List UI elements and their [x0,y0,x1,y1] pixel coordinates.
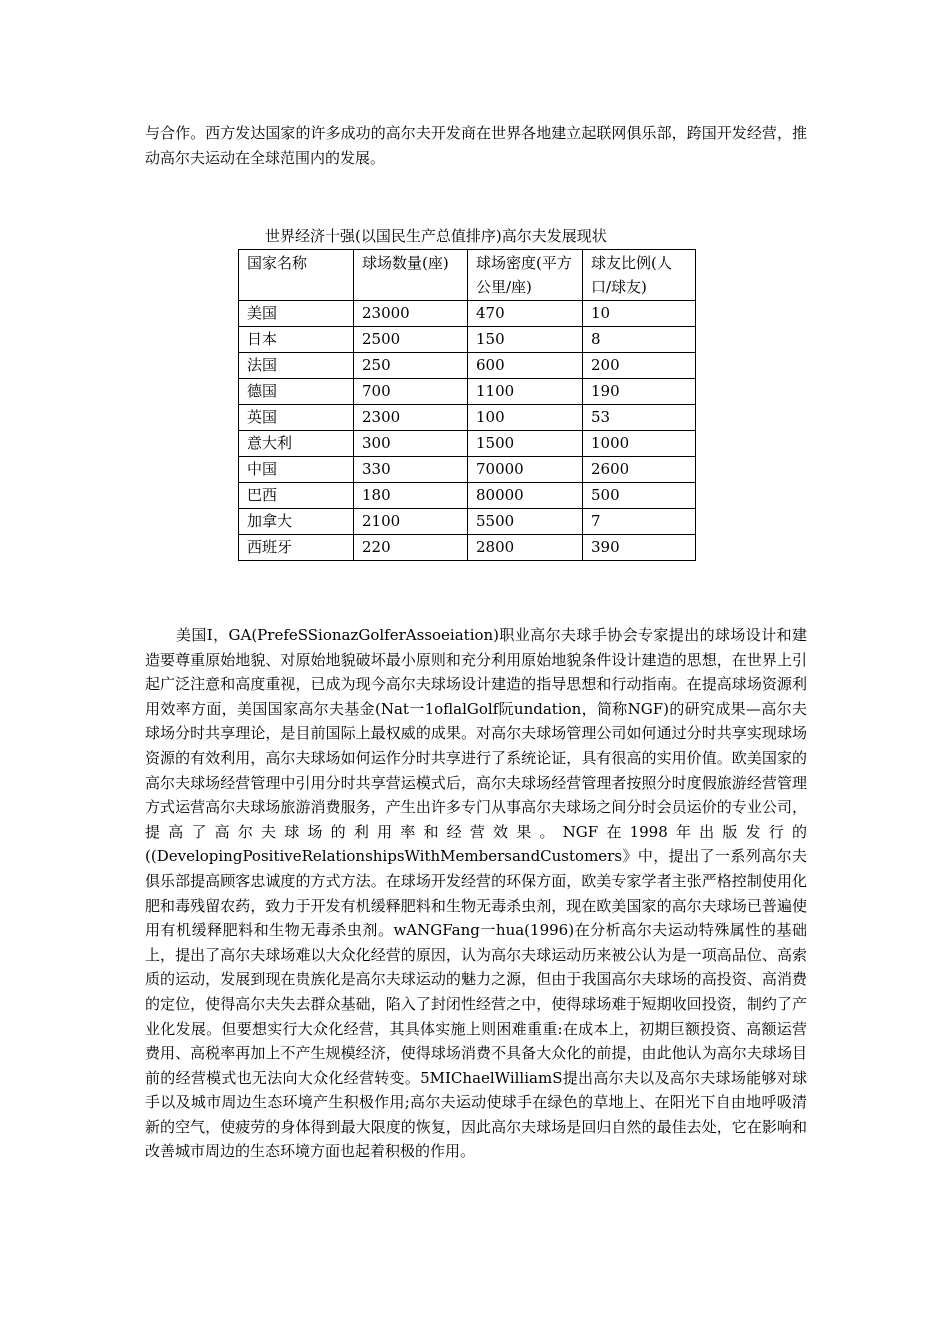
table-caption: 世界经济十强(以国民生产总值排序)高尔夫发展现状 [265,227,607,245]
course-density-cell: 2800 [468,535,583,561]
course-density-cell: 1100 [468,379,583,405]
table-row [239,405,696,431]
course-density-cell: 100 [468,405,583,431]
table-row [239,509,696,535]
header-course-count: 球场数量(座) [354,250,468,301]
course-density-cell: 1500 [468,431,583,457]
course-count-cell: 2100 [354,509,468,535]
course-density-cell: 80000 [468,483,583,509]
course-count-cell: 2500 [354,327,468,353]
course-density-cell: 150 [468,327,583,353]
golfer-ratio-cell: 1000 [583,431,696,457]
table-row [239,353,696,379]
country-cell: 英国 [239,405,354,431]
table-row [239,327,696,353]
table-row [239,379,696,405]
country-cell: 德国 [239,379,354,405]
country-cell: 加拿大 [239,509,354,535]
golfer-ratio-cell: 2600 [583,457,696,483]
header-golfer-ratio: 球友比例(人口/球友) [583,250,696,301]
header-course-density: 球场密度(平方公里/座) [468,250,583,301]
intro-paragraph: 与合作。西方发达国家的许多成功的高尔夫开发商在世界各地建立起联网俱乐部，跨国开发经营，推动高尔夫运动在全球范围内的发展。 [145,124,807,167]
course-density-cell: 600 [468,353,583,379]
table-row [239,301,696,327]
course-density-cell: 5500 [468,509,583,535]
golfer-ratio-cell: 200 [583,353,696,379]
golfer-ratio-cell: 390 [583,535,696,561]
course-density-cell: 470 [468,301,583,327]
course-count-cell: 700 [354,379,468,405]
golfer-ratio-cell: 10 [583,301,696,327]
country-cell: 美国 [239,301,354,327]
golfer-ratio-cell: 7 [583,509,696,535]
golf-status-table [238,249,696,561]
golfer-ratio-cell: 190 [583,379,696,405]
country-cell: 巴西 [239,483,354,509]
country-cell: 法国 [239,353,354,379]
table-body [239,301,696,561]
country-cell: 中国 [239,457,354,483]
header-country: 国家名称 [239,250,354,301]
golfer-ratio-cell: 53 [583,405,696,431]
course-count-cell: 330 [354,457,468,483]
table-row [239,457,696,483]
course-count-cell: 2300 [354,405,468,431]
golfer-ratio-cell: 8 [583,327,696,353]
country-cell: 日本 [239,327,354,353]
country-cell: 意大利 [239,431,354,457]
golfer-ratio-cell: 500 [583,483,696,509]
course-count-cell: 23000 [354,301,468,327]
table-row [239,535,696,561]
table-row [239,483,696,509]
course-count-cell: 180 [354,483,468,509]
course-count-cell: 250 [354,353,468,379]
table-row [239,431,696,457]
course-density-cell: 70000 [468,457,583,483]
body-paragraph: 美国I，GA(PrefeSSionazGolferAssoeiation)职业高尔夫球手协会专家提出的球场设计和建造要尊重原始地貌、对原始地貌破坏最小原则和充分利用原始地貌条件设计建造的思想，在世界上引起广泛注意和高度重视，已成为现今高尔夫球场设计建造的指导思想和行动指南。在提高球场资源利用效率方面，美国国家高尔夫基金(Nat一1oflalGolf阮undation，简称NGF)的研究成果—高尔夫球场分时共享理论，是目前国际上最权威的成果。对高尔夫球场管理公司如何通过分时共享实现球场资源的有效利用，高尔夫球场如何运作分时共享进行了系统论证，具有很高的实用价值。欧美国家的高尔夫球场经营管理中引用分时共享营运模式后，高尔夫球场经营管理者按照分时度假旅游经营管理方式运营高尔夫球场旅游消费服务，产生出许多专门从事高尔夫球场之间分时会员运价的专业公司，提高了高尔夫球场的利用率和经营效果。NGF在1998年出版发行的((DevelopingPositiveRelationshipsWithMembersandCustomers》中，提出了一系列高尔夫俱乐部提高顾客忠诚度的方式方法。在球场开发经营的环保方面，欧美专家学者主张严格控制使用化肥和毒残留农药，致力于开发有机缓释肥料和生物无毒杀虫剂，现在欧美国家的高尔夫球场已普遍使用有机缓释肥料和生物无毒杀虫剂。wANGFang一hua(1996)在分析高尔夫运动特殊属性的基础上，提出了高尔夫球场难以大众化经营的原因，认为高尔夫球运动历来被公认为是一项高品位、高索质的运动，发展到现在贵族化是高尔夫球运动的魅力之源，但由于我国高尔夫球场的高投资、高消费的定位，使得高尔夫失去群众基础，陷入了封闭性经营之中，使得球场难于短期收回投资，制约了产业化发展。但要想实行大众化经营，其具体实施上则困难重重:在成本上，初期巨额投资、高额运营费用、高税率再加上不产生规模经济，使得球场消费不具备大众化的前提，由此他认为高尔夫球场目前的经营模式也无法向大众化经营转变。5MIChaelWilliamS提出高尔夫以及高尔夫球场能够对球手以及城市周边生态环境产生积极作用;高尔夫运动使球手在绿色的草地上、在阳光下自由地呼吸清新的空气，使疲劳的身体得到最大限度的恢复，因此高尔夫球场是回归自然的最佳去处，它在影响和改善城市周边的生态环境方面也起着积极的作用。 [145,626,807,1161]
course-count-cell: 300 [354,431,468,457]
table-header-row [239,250,696,301]
course-count-cell: 220 [354,535,468,561]
country-cell: 西班牙 [239,535,354,561]
